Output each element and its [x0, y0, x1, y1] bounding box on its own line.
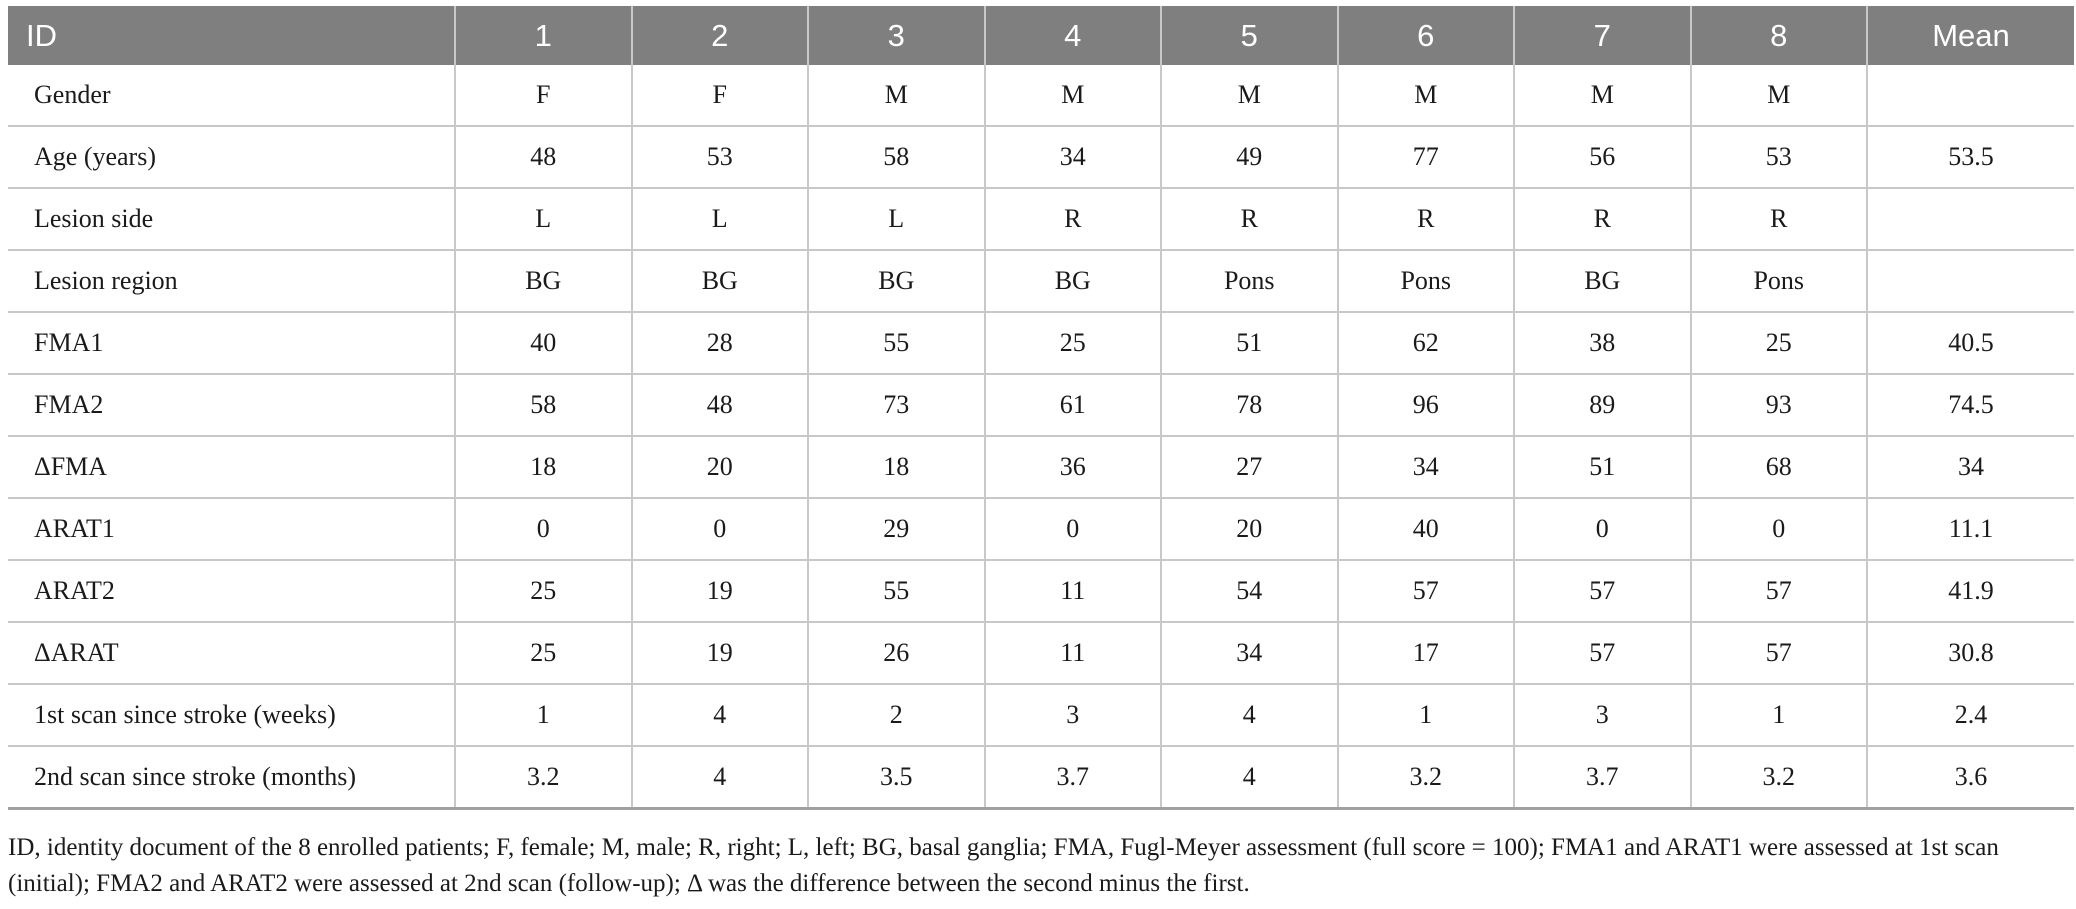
table-cell: 36 [985, 436, 1162, 498]
header-patient-4: 4 [985, 6, 1162, 65]
table-cell: BG [985, 250, 1162, 312]
header-patient-8: 8 [1691, 6, 1868, 65]
header-patient-3: 3 [808, 6, 985, 65]
table-cell: 2 [808, 684, 985, 746]
table-cell: 20 [1161, 498, 1338, 560]
table-cell: 25 [455, 622, 632, 684]
table-cell: 3 [985, 684, 1162, 746]
table-cell: 4 [1161, 746, 1338, 809]
table-cell: M [1691, 65, 1868, 126]
table-cell: 3.2 [455, 746, 632, 809]
table-cell: 55 [808, 560, 985, 622]
table-cell: 34 [1161, 622, 1338, 684]
table-cell: 78 [1161, 374, 1338, 436]
table-cell: 1 [455, 684, 632, 746]
table-cell: 18 [455, 436, 632, 498]
patient-characteristics-table [8, 6, 2074, 810]
row-label: ARAT1 [8, 498, 455, 560]
table-cell: 57 [1691, 622, 1868, 684]
table-row [8, 622, 2074, 684]
table-cell: 3.2 [1338, 746, 1515, 809]
table-cell: 4 [632, 746, 809, 809]
table-cell: BG [455, 250, 632, 312]
table-cell: 38 [1514, 312, 1691, 374]
row-label: ARAT2 [8, 560, 455, 622]
table-cell [1867, 188, 2074, 250]
table-cell: 0 [632, 498, 809, 560]
table-row [8, 684, 2074, 746]
table-cell: 4 [632, 684, 809, 746]
table-cell: R [1338, 188, 1515, 250]
table-row [8, 746, 2074, 809]
table-cell: 48 [632, 374, 809, 436]
header-mean: Mean [1867, 6, 2074, 65]
table-cell: 53 [632, 126, 809, 188]
table-cell: Pons [1338, 250, 1515, 312]
table-cell: 58 [808, 126, 985, 188]
row-label: ΔFMA [8, 436, 455, 498]
table-cell: 77 [1338, 126, 1515, 188]
patient-table-container [8, 6, 2074, 810]
row-label: Lesion side [8, 188, 455, 250]
table-row [8, 65, 2074, 126]
header-patient-1: 1 [455, 6, 632, 65]
table-cell: 56 [1514, 126, 1691, 188]
table-cell [1867, 65, 2074, 126]
table-cell: M [808, 65, 985, 126]
table-cell: 3 [1514, 684, 1691, 746]
table-cell: 3.6 [1867, 746, 2074, 809]
table-cell: 41.9 [1867, 560, 2074, 622]
table-cell: R [1691, 188, 1868, 250]
table-cell: 51 [1514, 436, 1691, 498]
table-cell: 3.7 [985, 746, 1162, 809]
table-cell: 40 [1338, 498, 1515, 560]
table-cell: F [455, 65, 632, 126]
table-cell: Pons [1691, 250, 1868, 312]
table-cell: 18 [808, 436, 985, 498]
table-cell: 20 [632, 436, 809, 498]
table-cell: 25 [985, 312, 1162, 374]
table-header-row [8, 6, 2074, 65]
table-cell: L [632, 188, 809, 250]
table-cell: 74.5 [1867, 374, 2074, 436]
table-cell: 1 [1691, 684, 1868, 746]
table-cell: M [1161, 65, 1338, 126]
table-row [8, 374, 2074, 436]
table-cell: 96 [1338, 374, 1515, 436]
table-cell: 34 [1338, 436, 1515, 498]
table-cell: 11 [985, 560, 1162, 622]
table-cell: 51 [1161, 312, 1338, 374]
header-patient-7: 7 [1514, 6, 1691, 65]
table-cell: 57 [1691, 560, 1868, 622]
table-cell: 34 [1867, 436, 2074, 498]
row-label: ΔARAT [8, 622, 455, 684]
table-cell: M [1338, 65, 1515, 126]
table-footnote: ID, identity document of the 8 enrolled patients; F, female; M, male; R, right; L, left; BG, basal ganglia; FMA, Fugl-Meyer assessment (full score = 100); FMA1 and ARAT1 were assessed at 1st scan (initial); FMA2 and ARAT2 were assessed at 2nd scan (follow-up); Δ was the difference between the second minus the first. [8, 834, 1999, 897]
header-patient-2: 2 [632, 6, 809, 65]
table-cell: F [632, 65, 809, 126]
table-cell: 3.7 [1514, 746, 1691, 809]
table-cell: BG [632, 250, 809, 312]
table-cell: 28 [632, 312, 809, 374]
table-row [8, 498, 2074, 560]
table-cell: 0 [985, 498, 1162, 560]
table-cell: 3.5 [808, 746, 985, 809]
row-label: Gender [8, 65, 455, 126]
table-cell: 25 [455, 560, 632, 622]
row-label: Lesion region [8, 250, 455, 312]
table-row [8, 188, 2074, 250]
table-cell: 53.5 [1867, 126, 2074, 188]
table-row [8, 250, 2074, 312]
table-cell: 57 [1514, 622, 1691, 684]
table-cell: L [808, 188, 985, 250]
table-cell: 2.4 [1867, 684, 2074, 746]
table-cell: 49 [1161, 126, 1338, 188]
table-cell: 11 [985, 622, 1162, 684]
table-body [8, 65, 2074, 809]
table-cell: 54 [1161, 560, 1338, 622]
row-label: 1st scan since stroke (weeks) [8, 684, 455, 746]
table-row [8, 436, 2074, 498]
table-cell: 57 [1514, 560, 1691, 622]
table-cell: 3.2 [1691, 746, 1868, 809]
table-cell: 40 [455, 312, 632, 374]
table-cell: R [985, 188, 1162, 250]
table-cell: 57 [1338, 560, 1515, 622]
table-cell: 34 [985, 126, 1162, 188]
table-cell: 0 [455, 498, 632, 560]
table-cell: 93 [1691, 374, 1868, 436]
header-patient-5: 5 [1161, 6, 1338, 65]
table-cell: 40.5 [1867, 312, 2074, 374]
table-row [8, 126, 2074, 188]
table-cell: Pons [1161, 250, 1338, 312]
table-cell: 11.1 [1867, 498, 2074, 560]
table-cell: R [1161, 188, 1338, 250]
header-patient-6: 6 [1338, 6, 1515, 65]
table-cell: 48 [455, 126, 632, 188]
row-label: FMA1 [8, 312, 455, 374]
table-cell: 4 [1161, 684, 1338, 746]
table-row [8, 312, 2074, 374]
table-cell: 68 [1691, 436, 1868, 498]
table-row [8, 560, 2074, 622]
table-cell: 58 [455, 374, 632, 436]
table-cell: 73 [808, 374, 985, 436]
table-cell: 25 [1691, 312, 1868, 374]
table-cell: 17 [1338, 622, 1515, 684]
table-cell: 62 [1338, 312, 1515, 374]
table-cell: BG [808, 250, 985, 312]
row-label: Age (years) [8, 126, 455, 188]
table-cell: 53 [1691, 126, 1868, 188]
table-cell: 19 [632, 622, 809, 684]
table-cell: 89 [1514, 374, 1691, 436]
table-cell: 55 [808, 312, 985, 374]
row-label: FMA2 [8, 374, 455, 436]
table-cell [1867, 250, 2074, 312]
table-cell: 30.8 [1867, 622, 2074, 684]
table-cell: M [985, 65, 1162, 126]
header-id: ID [8, 6, 455, 65]
table-cell: M [1514, 65, 1691, 126]
table-cell: 61 [985, 374, 1162, 436]
table-cell: L [455, 188, 632, 250]
table-cell: 0 [1691, 498, 1868, 560]
table-cell: 27 [1161, 436, 1338, 498]
table-cell: 19 [632, 560, 809, 622]
table-cell: R [1514, 188, 1691, 250]
row-label: 2nd scan since stroke (months) [8, 746, 455, 809]
table-cell: 26 [808, 622, 985, 684]
table-cell: 0 [1514, 498, 1691, 560]
table-cell: BG [1514, 250, 1691, 312]
table-cell: 1 [1338, 684, 1515, 746]
table-cell: 29 [808, 498, 985, 560]
